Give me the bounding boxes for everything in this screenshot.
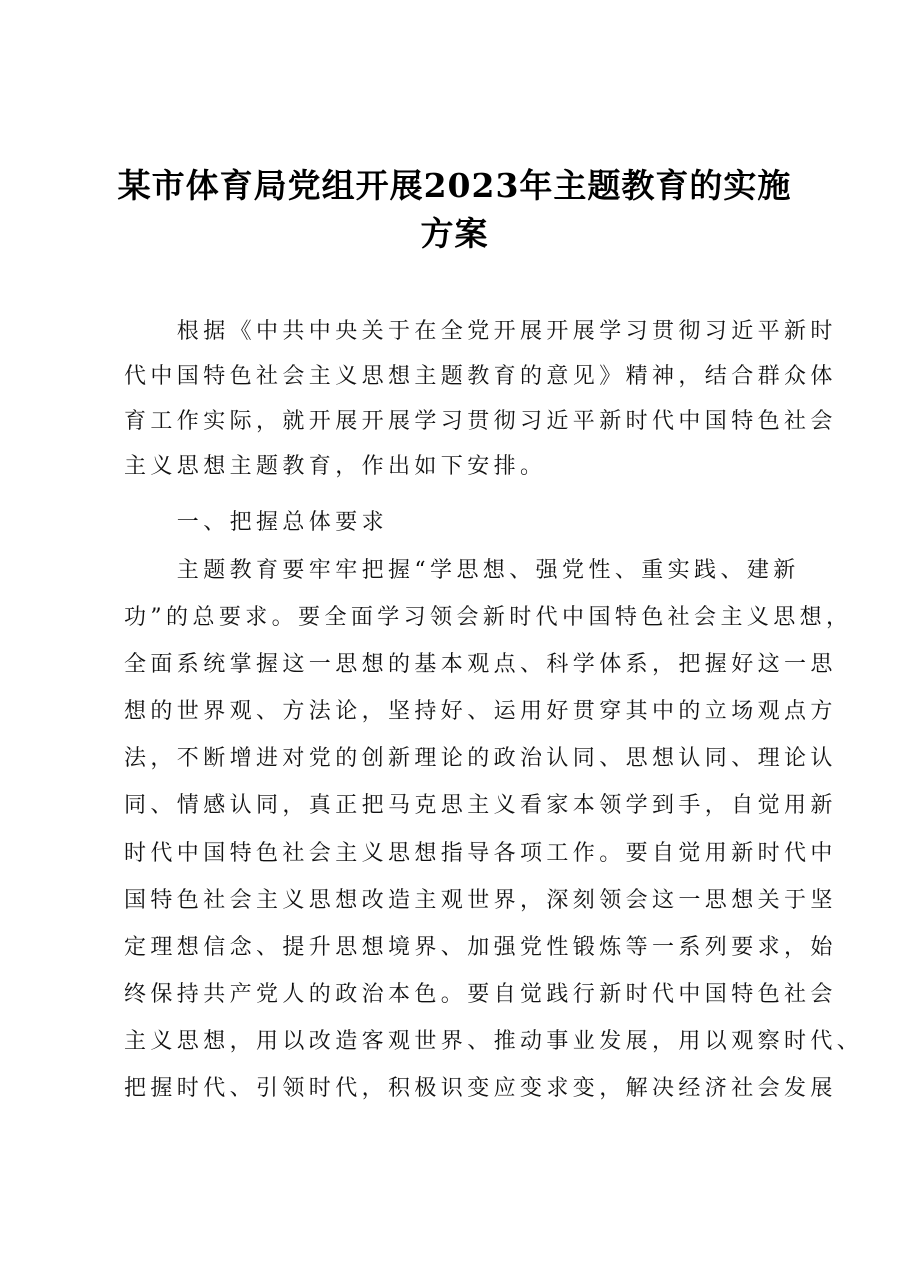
body-line-15: 终保持共产党人的政治本色。要自觉践行新时代中国特色社会 (124, 982, 837, 1007)
body-line-10: 法，不断增进对党的创新理论的政治认同、思想认同、理论认 (124, 746, 837, 771)
body-line-9: 想的世界观、方法论，坚持好、运用好贯穿其中的立场观点方 (124, 699, 837, 724)
body-line-6: 主题教育要牢牢把握“学思想、强党性、重实践、建新 (124, 558, 800, 583)
body-line-8: 全面系统掌握这一思想的基本观点、科学体系，把握好这一思 (124, 652, 837, 677)
body-line-1: 根据《中共中央关于在全党开展开展学习贯彻习近平新时 (124, 319, 837, 344)
body-line-4: 主义思想主题教育，作出如下安排。 (124, 454, 547, 479)
document-title-line-1: 某市体育局党组开展2023年主题教育的实施 (117, 166, 792, 205)
body-line-7: 功”的总要求。要全面学习领会新时代中国特色社会主义思想， (124, 605, 853, 630)
body-line-16: 主义思想，用以改造客观世界、推动事业发展，用以观察时代、 (124, 1029, 864, 1054)
body-line-14: 定理想信念、提升思想境界、加强党性锻炼等一系列要求，始 (124, 935, 837, 960)
body-line-3: 育工作实际，就开展开展学习贯彻习近平新时代中国特色社会 (124, 409, 837, 434)
body-line-12: 时代中国特色社会主义思想指导各项工作。要自觉用新时代中 (124, 841, 837, 866)
section-heading-1: 一、把握总体要求 (124, 510, 389, 535)
body-line-13: 国特色社会主义思想改造主观世界，深刻领会这一思想关于坚 (124, 888, 837, 913)
body-line-17: 把握时代、引领时代，积极识变应变求变，解决经济社会发展 (124, 1076, 837, 1101)
body-line-2: 代中国特色社会主义思想主题教育的意见》精神，结合群众体 (124, 364, 837, 389)
body-line-11: 同、情感认同，真正把马克思主义看家本领学到手，自觉用新 (124, 793, 837, 818)
document-title-line-2: 方案 (420, 214, 489, 253)
